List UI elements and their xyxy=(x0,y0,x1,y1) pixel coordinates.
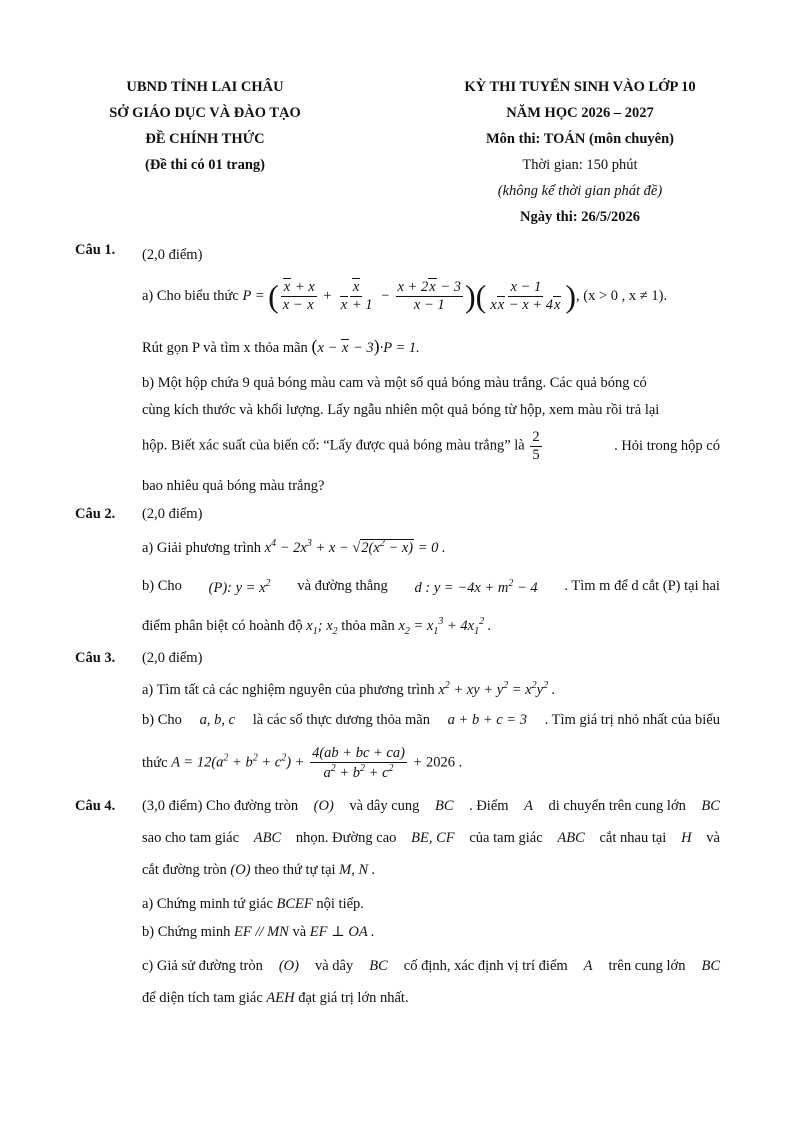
q2b-line2b: thỏa mãn xyxy=(341,617,395,634)
q1b-probability: $\frac{2}{5}$ xyxy=(532,428,540,463)
q4a-text: a) Chứng minh tứ giác xyxy=(142,896,273,912)
duration: Thời gian: 150 phút xyxy=(522,157,638,173)
q4b-perp: EF ⊥ OA . xyxy=(309,924,375,940)
q1-points: (2,0 điểm) xyxy=(142,247,203,263)
q4a-line xyxy=(142,896,364,913)
q2b-parabola: (P): $y = x^2$ xyxy=(208,578,271,596)
q2b-roots: $x_1$; $x_2$ xyxy=(306,617,338,637)
q4-points-mn: M, N . xyxy=(339,862,376,878)
q1-body xyxy=(142,242,720,269)
q3b-line1 xyxy=(142,712,720,729)
q2b-line1c: . Tìm m để d cắt (P) tại hai xyxy=(564,578,720,594)
q4-line1d: di chuyển trên cung lớn xyxy=(548,798,686,814)
q2b-line2a: điểm phân biệt có hoành độ xyxy=(142,617,303,634)
q1-label: Câu 1. xyxy=(75,242,116,258)
page-count-note: (Đề thi có 01 trang) xyxy=(144,157,265,173)
q4c-line1c: cố định, xác định vị trí điểm xyxy=(403,958,568,974)
q4c-triangle: AEH xyxy=(266,990,295,1006)
q4-arc: BC xyxy=(701,798,720,814)
q3b-vars: a, b, c xyxy=(199,712,236,728)
q3b-line2 xyxy=(142,740,462,786)
q4b-line xyxy=(142,924,375,941)
q3b-constraint: a + b + c = 3 xyxy=(447,712,527,728)
q4c-chord: BC xyxy=(369,958,388,974)
q1a-line2-prefix: Rút gọn P và tìm x thỏa mãn xyxy=(142,340,308,356)
q3b-expression: $A = 12(a^2 + b^2 + c^2)$ + $\frac{4(ab + bc + ca)}{a^2 + b^2 + c^2}$ + 2026 . xyxy=(171,744,463,781)
q4c-line1b: và dây xyxy=(314,958,354,974)
q4b-text: b) Chứng minh xyxy=(142,924,231,940)
q1b-line3-end: . Hỏi trong hộp có xyxy=(614,437,720,454)
q4-line1b: và dây cung xyxy=(349,798,420,814)
q1a-condition: , (x > 0 , x ≠ 1). xyxy=(576,287,668,304)
authority-name: UBND TỈNH LAI CHÂU xyxy=(126,79,284,95)
subject: Môn thi: TOÁN (môn chuyên) xyxy=(486,131,674,147)
q3b-line1a: b) Cho xyxy=(142,712,182,728)
q4-chord: BC xyxy=(434,798,454,814)
header-right xyxy=(380,74,780,230)
q4-line2 xyxy=(142,830,720,847)
q4-point-h: H xyxy=(681,830,692,846)
q1b-line2: cùng kích thước và khối lượng. Lấy ngẫu nhiên một quả bóng từ hộp, xem màu rồi trả lại xyxy=(142,402,660,418)
q3-points: (2,0 điểm) xyxy=(142,650,203,666)
q4-label: Câu 4. xyxy=(75,798,116,814)
q2b-line1b: và đường thẳng xyxy=(297,578,388,594)
exam-title: KỲ THI TUYỂN SINH VÀO LỚP 10 xyxy=(464,79,696,95)
duration-note: (không kể thời gian phát đề) xyxy=(497,183,663,199)
q2-points: (2,0 điểm) xyxy=(142,506,203,522)
q3a-prefix: a) Tìm tất cả các nghiệm nguyên của phương trình xyxy=(142,681,435,698)
q4c-circle: (O) xyxy=(278,958,299,974)
q4-altitudes: BE, CF xyxy=(411,830,455,846)
q4-line2c: của tam giác xyxy=(469,830,543,846)
q4c-arc: BC xyxy=(701,958,720,974)
q4a-quad: BCEF xyxy=(276,896,313,912)
q4-line2e: và xyxy=(706,830,720,846)
q4-triangle: ABC xyxy=(253,830,282,846)
q4-line1 xyxy=(142,798,720,815)
q1b-line4: bao nhiêu quả bóng màu trắng? xyxy=(142,478,325,494)
q3b-line2a: thức xyxy=(142,754,168,771)
q1a-line2 xyxy=(142,336,420,357)
school-year: NĂM HỌC 2026 – 2027 xyxy=(506,105,654,121)
q4-point-a: A xyxy=(524,798,533,814)
q4-line2a: sao cho tam giác xyxy=(142,830,240,846)
department-name: SỞ GIÁO DỤC VÀ ĐÀO TẠO xyxy=(109,105,301,121)
q4c-point-a: A xyxy=(583,958,593,974)
q4-circle-2: (O) xyxy=(230,862,251,878)
q4-line2b: nhọn. Đường cao xyxy=(295,830,397,846)
q1a-prefix: a) Cho biểu thức xyxy=(142,287,239,304)
q1b-line3-text: hộp. Biết xác suất của biến cố: “Lấy được quả bóng màu trắng” là xyxy=(142,437,525,454)
q3-label: Câu 3. xyxy=(75,650,116,666)
q1b-line3 xyxy=(142,426,720,466)
q4b-text2: và xyxy=(292,924,307,940)
q4-line3a: cắt đường tròn xyxy=(142,862,227,878)
q4c-line1d: trên cung lớn xyxy=(608,958,686,974)
q1b-block xyxy=(142,370,720,424)
q4-circle: (O) xyxy=(313,798,334,814)
q3b-line1b: là các số thực dương thỏa mãn xyxy=(252,712,430,728)
q4a-text2: nội tiếp. xyxy=(316,896,364,912)
q4-triangle-2: ABC xyxy=(557,830,585,846)
q2a-prefix: a) Giải phương trình xyxy=(142,539,262,556)
q4b-parallel: EF // MN xyxy=(234,924,289,940)
q4c-line2b: đạt giá trị lớn nhất. xyxy=(298,990,409,1006)
q4c-line2 xyxy=(142,990,409,1007)
q2b-line1 xyxy=(142,578,720,597)
q4c-line1a: c) Giả sử đường tròn xyxy=(142,958,263,974)
exam-date: Ngày thi: 26/5/2026 xyxy=(519,209,641,225)
q3a-equation: $x^2$ + xy + $y^2 = x^2y^2$ . xyxy=(438,680,556,698)
q2b-line1a: b) Cho xyxy=(142,578,182,594)
q1b-line1: b) Một hộp chứa 9 quả bóng màu cam và một số quả bóng màu trắng. Các quả bóng có xyxy=(142,375,647,391)
official-label: ĐỀ CHÍNH THỨC xyxy=(145,131,265,147)
q4c-line2a: để diện tích tam giác xyxy=(142,990,263,1006)
q1a-equation: (x − x − 3)·P = 1. xyxy=(311,336,420,356)
q2-label: Câu 2. xyxy=(75,506,116,522)
q3b-line1c: . Tìm giá trị nhỏ nhất của biểu xyxy=(544,712,720,728)
q2a-line xyxy=(142,538,446,557)
q4-line3 xyxy=(142,862,375,879)
q1a-line xyxy=(142,270,742,322)
q2a-equation: $x^4 - 2x^3 + x - √2(x^2 - x) = 0$ . xyxy=(264,538,446,556)
q2b-line2 xyxy=(142,616,491,637)
q4c-line1 xyxy=(142,958,720,975)
q4-line3b: theo thứ tự tại xyxy=(254,862,336,878)
q4-line1c: . Điểm xyxy=(469,798,509,814)
q1a-expression: P = ( $\frac{x + x}{x - x}$ + $\frac{x}{x + 1}$ − $\frac{x + 2x - 3}{x - 1}$ )( $\frac{x - 1}{xx - x + 4x}$ ) xyxy=(242,277,577,314)
q4-line2d: cắt nhau tại xyxy=(599,830,667,846)
q3a-line xyxy=(142,680,555,699)
q2b-line: d : $y = -4x + m^2 - 4$ xyxy=(414,578,538,596)
header-left xyxy=(60,74,350,178)
q2b-condition: $x_2 = x_1^3 + 4x_1^2$ . xyxy=(398,616,492,637)
q4-line1a: (3,0 điểm) Cho đường tròn xyxy=(142,798,299,814)
